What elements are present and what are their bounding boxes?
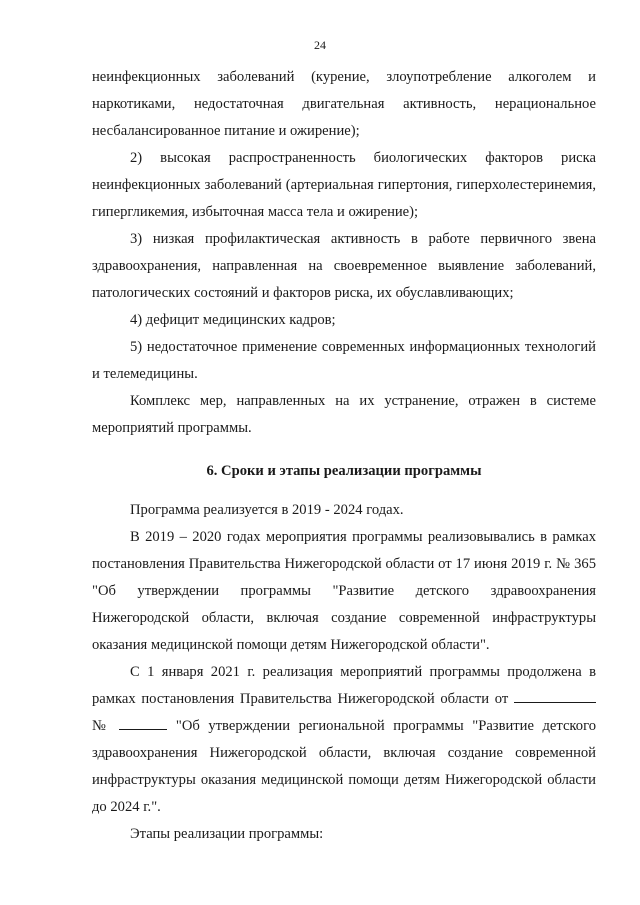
paragraph-2021-part1: С 1 января 2021 г. реализация мероприятий программы продолжена в рамках постановления Правительства Нижегородской области от [92,664,596,707]
date-blank [514,689,596,703]
paragraph-item-4: 4) дефицит медицинских кадров; [130,312,336,328]
paragraph-measures: Комплекс мер, направленных на их устранение, отражен в системе мероприятий программы. [92,393,596,436]
paragraph-item-3: 3) низкая профилактическая активность в работе первичного звена здравоохранения, направленная на своевременное выявление заболеваний, патологических состояний и факторов риска, их обуславливающих; [92,231,596,301]
document-body [92,64,596,848]
paragraph-risk-factors-continued: неинфекционных заболеваний (курение, злоупотребление алкоголем и наркотиками, недостаточная двигательная активность, нерациональное несбалансированное питание и ожирение); [92,69,596,139]
paragraph-2021 [92,659,596,821]
page-number: 24 [314,38,326,52]
number-blank [119,716,167,730]
paragraph-stages: Этапы реализации программы: [130,826,324,842]
paragraph-2021-number-sign: № [92,718,111,734]
paragraph-item-2: 2) высокая распространенность биологических факторов риска неинфекционных заболеваний (артериальная гипертония, гиперхолестеринемия, гипергликемия, избыточная масса тела и ожирение); [92,150,596,220]
paragraph-period: Программа реализуется в 2019 - 2024 годах. [130,502,404,518]
paragraph-2021-part3: "Об утверждении региональной программы "Развитие детского здравоохранения Нижегородской области, включая создание современной инфраструктуры оказания медицинской помощи детям Нижегородской области до 2024 г.". [92,718,596,815]
paragraph-item-5: 5) недостаточное применение современных информационных технологий и телемедицины. [92,339,596,382]
section-heading: 6. Сроки и этапы реализации программы [206,463,482,479]
paragraph-2019-2020: В 2019 – 2020 годах мероприятия программы реализовывались в рамках постановления Правительства Нижегородской области от 17 июня 2019 г. № 365 "Об утверждении программы "Развитие детского здравоохранения Нижегородской области, включая создание современной инфраструктуры оказания медицинской помощи детям Нижегородской области". [92,529,596,653]
